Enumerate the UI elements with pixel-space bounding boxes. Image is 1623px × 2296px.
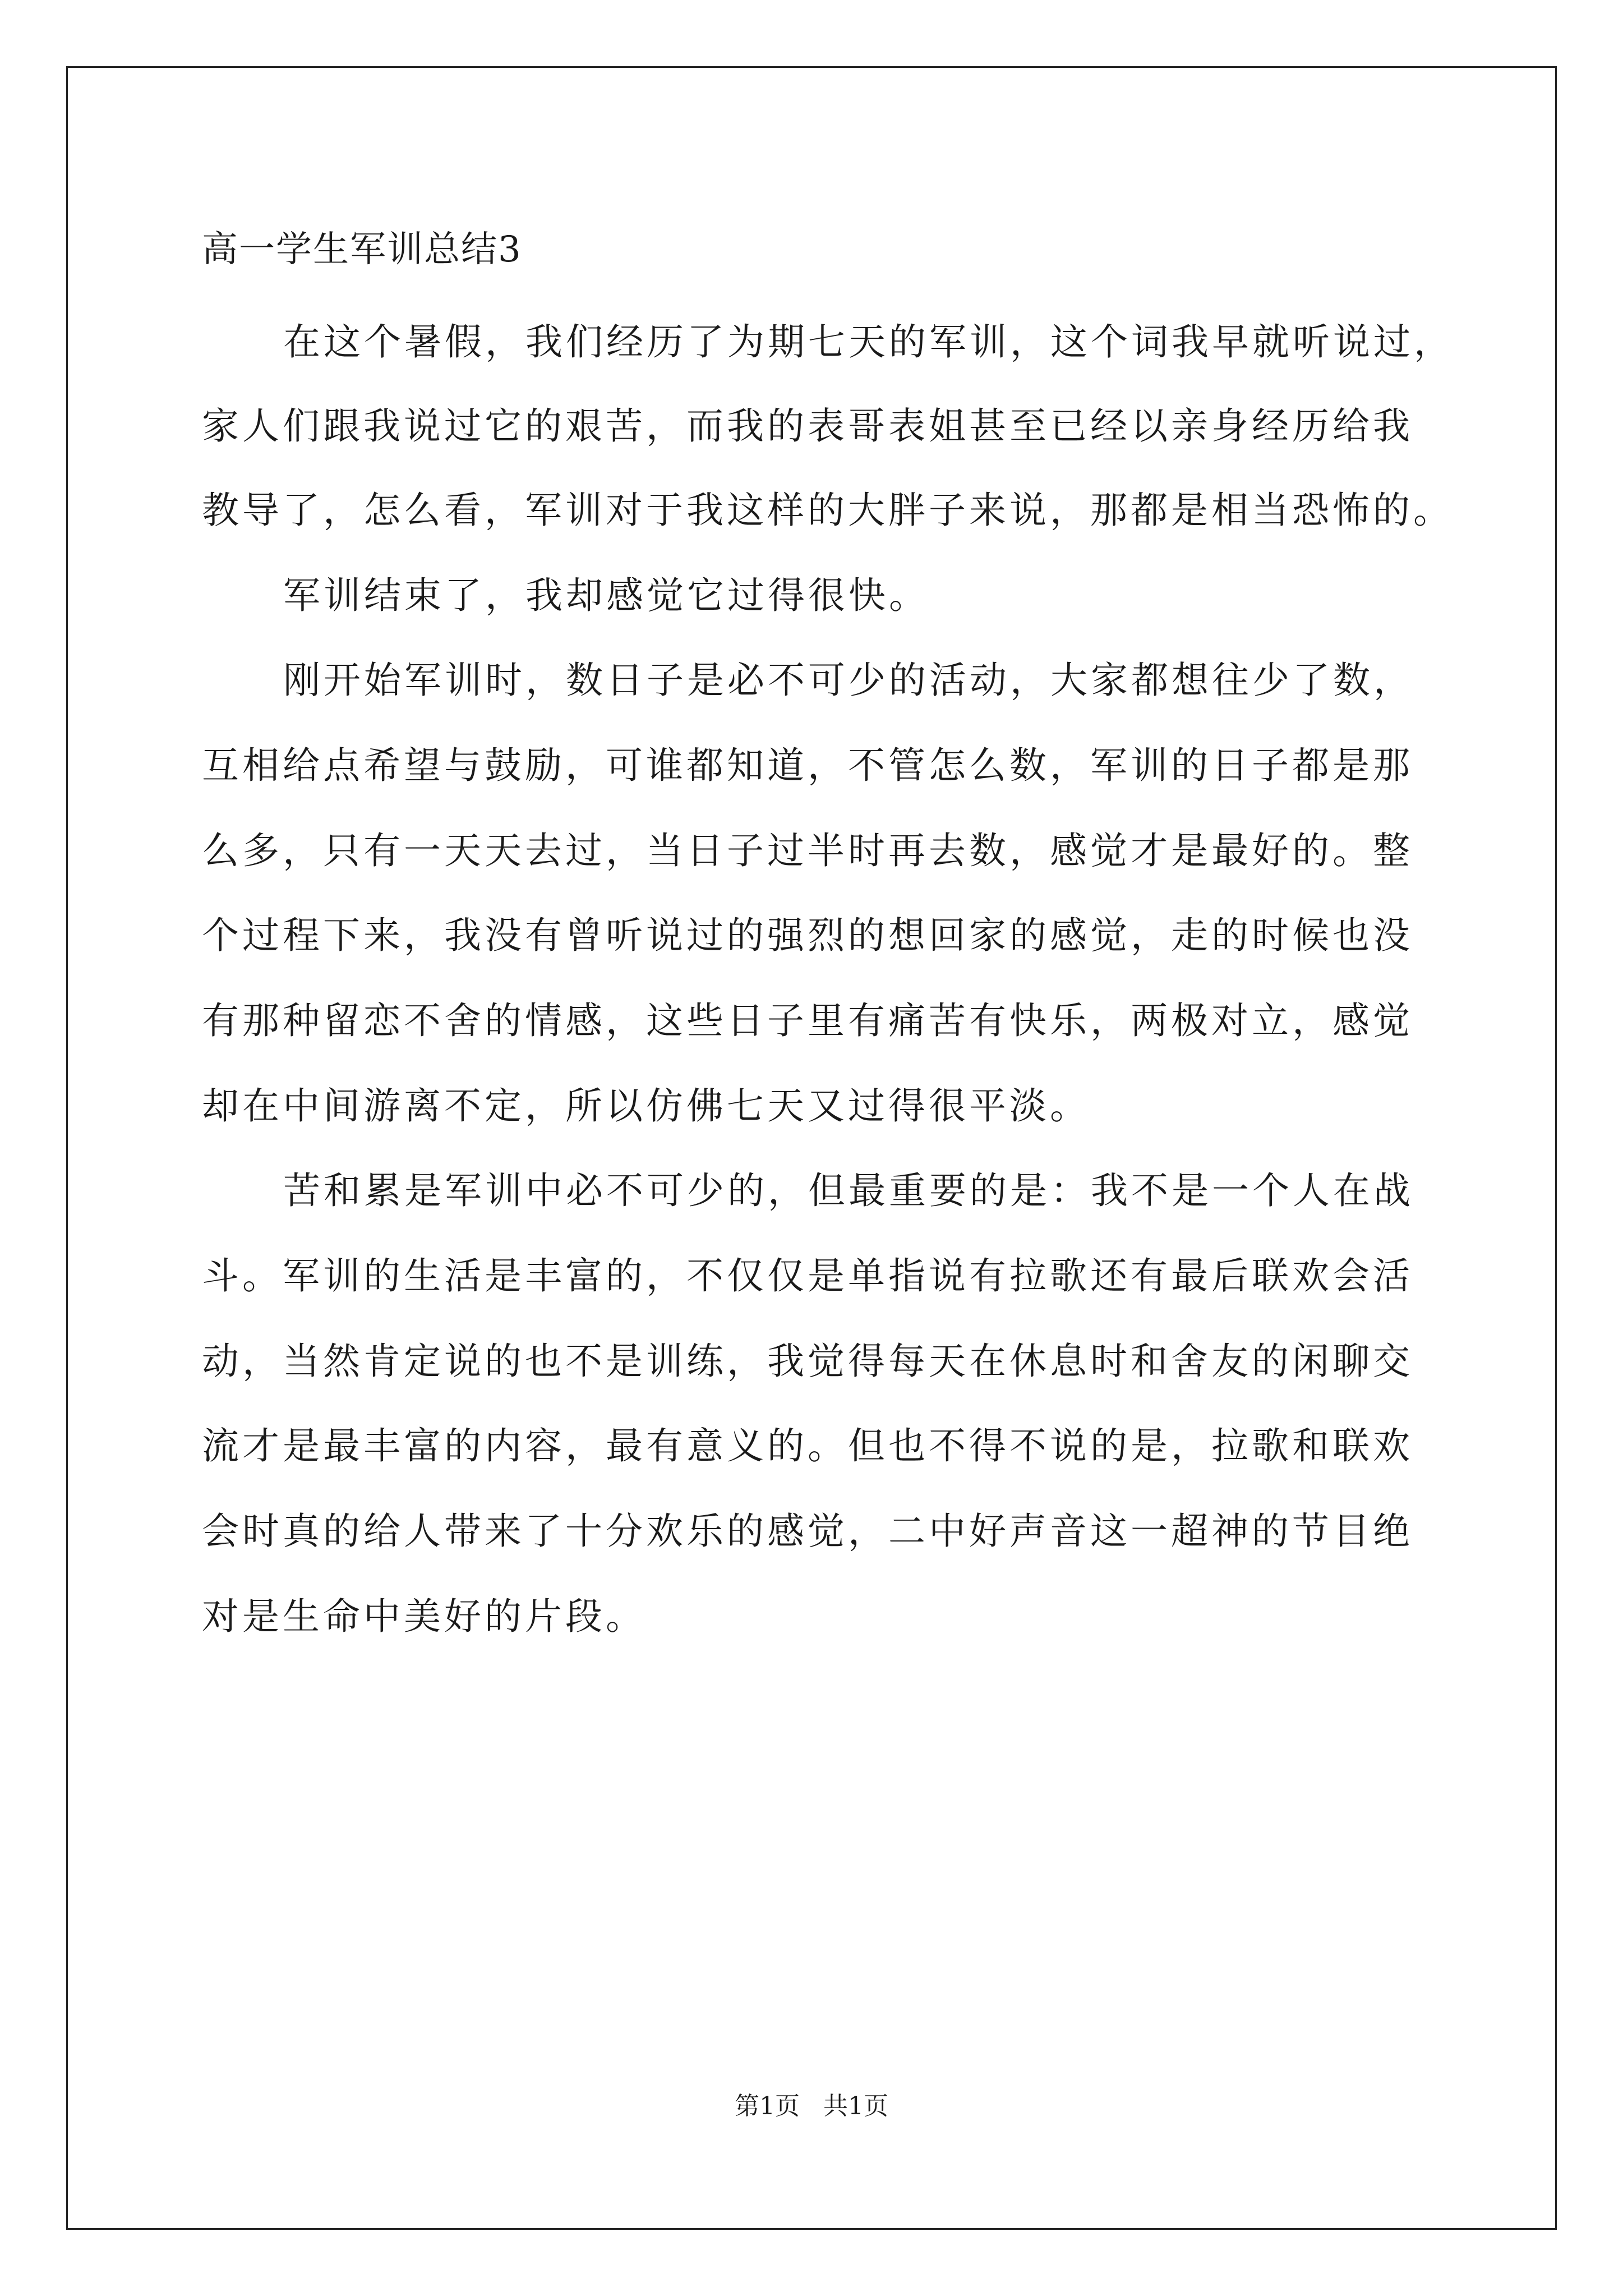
paragraph-line: 教导了，怎么看，军训对于我这样的大胖子来说，那都是相当恐怖的。: [202, 489, 1454, 532]
paragraph-line: 对是生命中美好的片段。: [202, 1595, 646, 1638]
paragraph-line: 动，当然肯定说的也不是训练，我觉得每天在休息时和舍友的闲聊交: [202, 1340, 1413, 1383]
paragraph-line: 刚开始军训时，数日子是必不可少的活动，大家都想往少了数，: [283, 659, 1414, 702]
paragraph-line: 斗。军训的生活是丰富的，不仅仅是单指说有拉歌还有最后联欢会活: [202, 1254, 1413, 1297]
page-border: [66, 66, 1557, 2230]
paragraph-line: 军训结束了，我却感觉它过得很快。: [283, 574, 929, 617]
paragraph-line: 在这个暑假，我们经历了为期七天的军训，这个词我早就听说过，: [283, 320, 1454, 364]
paragraph-line: 么多，只有一天天去过，当日子过半时再去数，感觉才是最好的。整: [202, 829, 1413, 872]
page-number: 第1页 共1页: [735, 2092, 888, 2120]
document-title: 高一学生军训总结3: [202, 229, 522, 270]
paragraph-line: 互相给点希望与鼓励，可谁都知道，不管怎么数，军训的日子都是那: [202, 744, 1413, 787]
paragraph-line: 会时真的给人带来了十分欢乐的感觉，二中好声音这一超神的节目绝: [202, 1510, 1413, 1553]
paragraph-line: 流才是最丰富的内容，最有意义的。但也不得不说的是，拉歌和联欢: [202, 1424, 1413, 1467]
paragraph-line: 苦和累是军训中必不可少的，但最重要的是：我不是一个人在战: [283, 1169, 1414, 1212]
paragraph-line: 家人们跟我说过它的艰苦，而我的表哥表姐甚至已经以亲身经历给我: [202, 404, 1413, 448]
paragraph-line: 个过程下来，我没有曾听说过的强烈的想回家的感觉，走的时候也没: [202, 914, 1413, 957]
paragraph-line: 却在中间游离不定，所以仿佛七天又过得很平淡。: [202, 1084, 1090, 1128]
paragraph-line: 有那种留恋不舍的情感，这些日子里有痛苦有快乐，两极对立，感觉: [202, 999, 1413, 1042]
